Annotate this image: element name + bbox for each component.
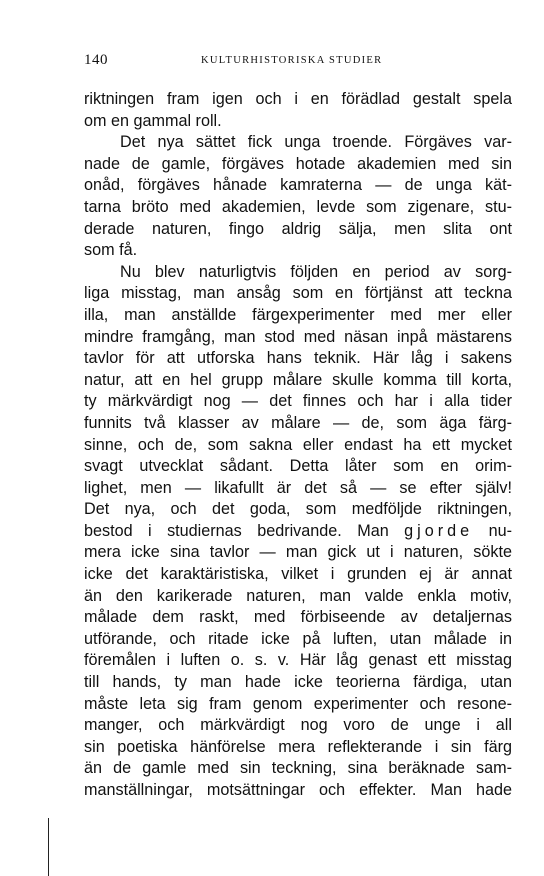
- text-line: tavlor för att utforska hans teknik. Här låg i sakens: [84, 349, 512, 368]
- text-line: liga misstag, man ansåg som en förtjänst att teckna: [84, 284, 512, 303]
- text-line: manger, och märkvärdigt nog voro de unge i all: [84, 716, 512, 735]
- text-line: än den karikerade naturen, man valde enkla motiv,: [84, 586, 512, 605]
- spaced-emphasis-word: gjorde: [404, 521, 474, 540]
- text-line: funnits två klasser av målare — de, som äga färg-: [84, 413, 512, 432]
- page-header: [84, 52, 512, 72]
- text-line: natur, att en hel grupp målare skulle komma till korta,: [84, 370, 512, 389]
- text-line: mera icke sina tavlor — man gick ut i naturen, sökte: [84, 543, 512, 562]
- text-line: måste leta sig fram genom experimenter och resone-: [84, 694, 512, 713]
- paragraph-first-line: Nu blev naturligtvis följden en period av sorg-: [120, 262, 512, 281]
- text-line: sin poetiska hänförelse mera reflekterande i sin färg: [84, 737, 512, 756]
- text-line: till hands, ty man hade icke teorierna färdiga, utan: [84, 673, 512, 692]
- text-line: lighet, men — likafullt är det så — se efter själv!: [84, 478, 512, 497]
- text-line: tarna bröto med akademien, levde som zigenare, stu-: [84, 197, 512, 216]
- text-line: illa, man anställde färgexperimenter med mer eller: [84, 305, 512, 324]
- text-line: om en gammal roll.: [84, 111, 222, 130]
- page-edge-line: [48, 818, 49, 876]
- text-line: sinne, och de, som sakna eller endast ha ett mycket: [84, 435, 512, 454]
- body-text: [84, 89, 512, 802]
- text-line: mindre framgång, man stod med näsan inpå mästarens: [84, 327, 512, 346]
- text-line: onåd, förgäves hånade kamraterna — de unga kät-: [84, 176, 512, 195]
- text-line: som få.: [84, 241, 138, 260]
- text-line: riktningen fram igen och i en förädlad gestalt spela: [84, 90, 512, 108]
- text-line: målade dem raskt, med förbiseende av detaljernas: [84, 608, 512, 627]
- paragraph-first-line: Det nya sättet fick unga troende. Förgäves var-: [120, 133, 512, 152]
- text-line: ty märkvärdigt nog — det finnes och har i alla tider: [84, 392, 512, 411]
- text-line: manställningar, motsättningar och effekter. Man hade: [84, 781, 512, 799]
- text-line: derade naturen, fingo aldrig sälja, men slita ont: [84, 219, 512, 238]
- text-line: utförande, och ritade icke på luften, utan målade in: [84, 629, 512, 648]
- text-line: nade de gamle, förgäves hotade akademien med sin: [84, 154, 512, 173]
- text-line: Det nya, och det goda, som medföljde riktningen,: [84, 500, 512, 519]
- text-line: icke det karaktäristiska, vilket i grunden ej är annat: [84, 565, 512, 584]
- text-segment: nu-: [488, 521, 512, 540]
- text-line-emphasis: [84, 521, 512, 543]
- running-head: KULTURHISTORISKA STUDIER: [201, 55, 383, 66]
- text-segment: bestod i studiernas bedrivande. Man: [84, 521, 389, 540]
- page-number: 140: [84, 52, 108, 68]
- text-line: svagt utvecklat sådant. Detta låter som en orim-: [84, 457, 512, 476]
- text-line: föremålen i luften o. s. v. Här låg genast ett misstag: [84, 651, 512, 670]
- text-line: än de gamle med sin teckning, sina beräknade sam-: [84, 759, 512, 778]
